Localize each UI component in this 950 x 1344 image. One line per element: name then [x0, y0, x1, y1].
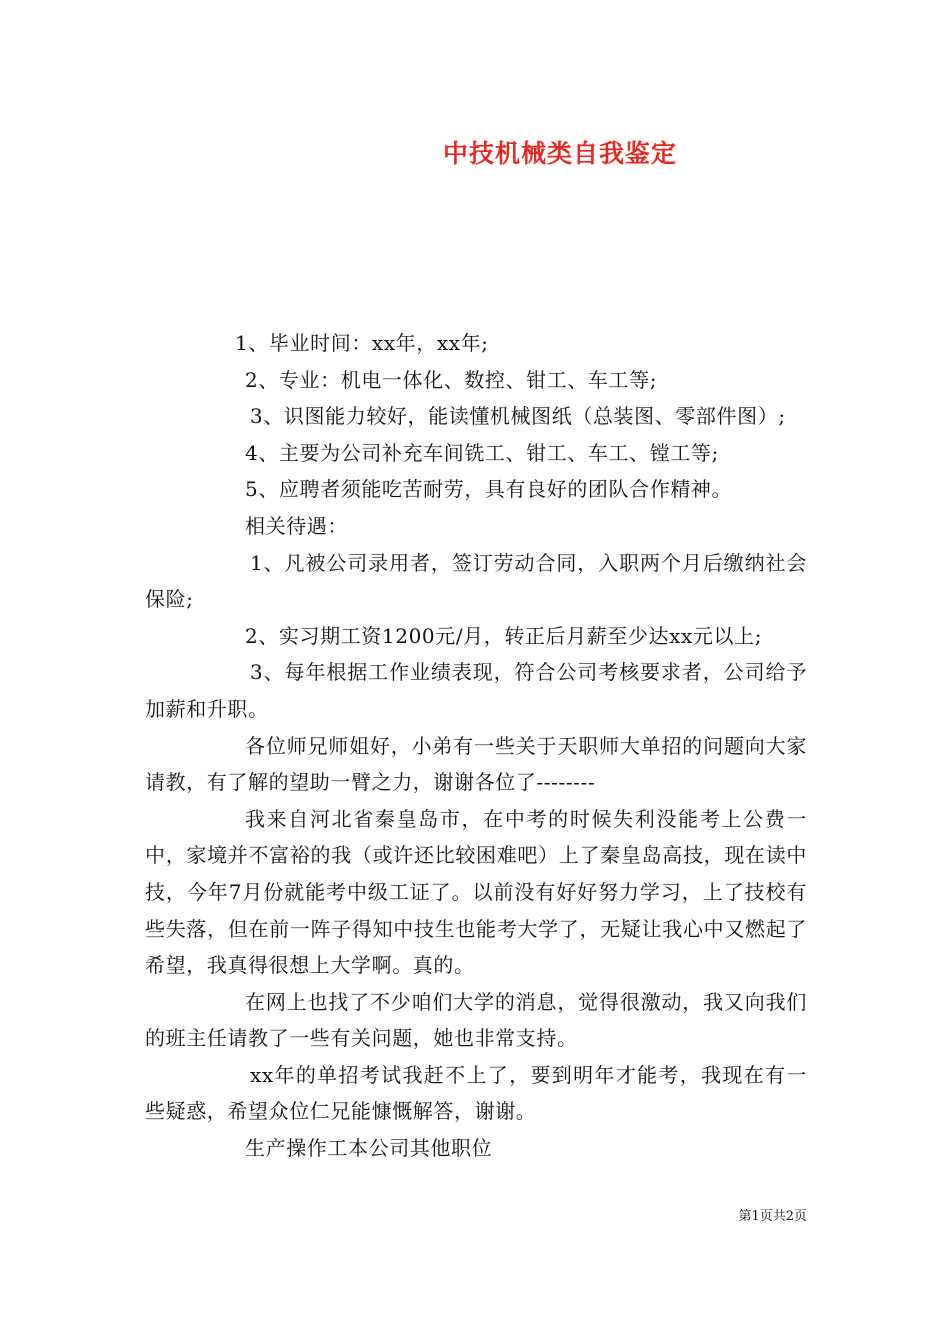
paragraph-benefit-raise: 3、每年根据工作业绩表现，符合公司考核要求者，公司给予加薪和升职。 — [145, 660, 807, 721]
paragraph-drawing-skill: 3、识图能力较好，能读懂机械图纸（总装图、零部件图）; — [250, 404, 786, 429]
paragraph-graduation-time: 1、毕业时间：xx年，xx年; — [235, 331, 489, 355]
paragraph-greeting: 各位师兄师姐好，小弟有一些关于天职师大单招的问题向大家请教，有了解的望助一臂之力，谢谢各位了-------- — [145, 733, 807, 795]
paragraph-research: 在网上也找了不少咱们大学的消息，觉得很激动，我又向我们的班主任请教了一些有关问题，她也非常支持。 — [145, 989, 807, 1051]
paragraph-other-positions: 生产操作工本公司其他职位 — [245, 1136, 493, 1161]
paragraph-positions: 4、主要为公司补充车间铣工、钳工、车工、镗工等; — [245, 440, 719, 465]
paragraph-requirements: 5、应聘者须能吃苦耐劳，具有良好的团队合作精神。 — [245, 477, 733, 502]
paragraph-question: xx年的单招考试我赶不上了，要到明年才能考，我现在有一些疑惑，希望众位仁兄能慷慨解答，谢谢。 — [145, 1062, 807, 1124]
paragraph-benefit-salary: 2、实习期工资1200元/月，转正后月薪至少达xx元以上; — [245, 623, 763, 648]
page-number-footer: 第1页共2页 — [738, 1209, 807, 1224]
paragraph-background: 我来自河北省秦皇岛市，在中考的时候失利没能考上公费一中，家境并不富裕的我（或许还比较困难吧）上了秦皇岛高技，现在读中技，今年7月份就能考中级工证了。以前没有好好努力学习，上了技校有些失落，但在前一阵子得知中技生也能考大学了，无疑让我心中又燃起了希望，我真得很想上大学啊。真的。 — [145, 806, 807, 978]
paragraph-benefits-heading: 相关待遇： — [245, 513, 348, 538]
document-body — [145, 325, 807, 1167]
document-title: 中技机械类自我鉴定 — [442, 139, 677, 168]
paragraph-major: 2、专业：机电一体化、数控、钳工、车工等; — [245, 367, 658, 392]
paragraph-benefit-contract: 1、凡被公司录用者，签订劳动合同，入职两个月后缴纳社会保险; — [145, 550, 807, 612]
